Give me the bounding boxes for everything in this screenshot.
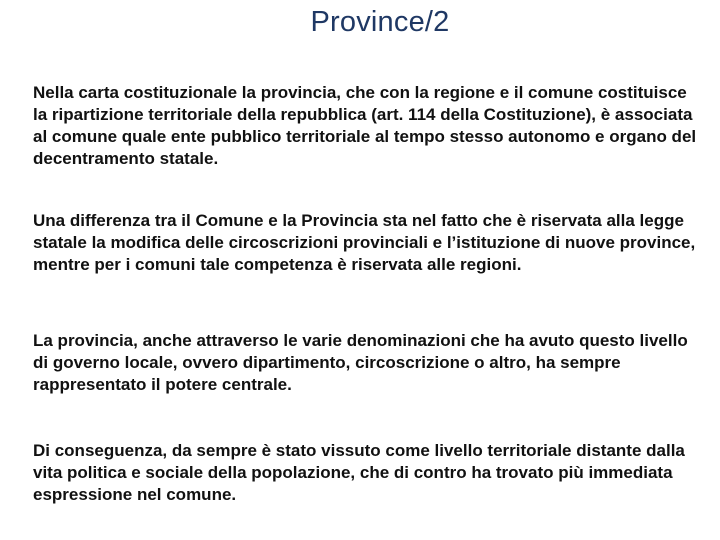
paragraph-2: Una differenza tra il Comune e la Provincia sta nel fatto che è riservata alla legge statale la modifica delle circoscrizioni provinciali e l’istituzione di nuove province, mentre per i comuni tale competenza è riservata alle regioni. bbox=[33, 211, 696, 274]
paragraph-3: La provincia, anche attraverso le varie denominazioni che ha avuto questo livello di governo locale, ovvero dipartimento, circoscrizione o altro, ha sempre rappresentato il potere centrale. bbox=[33, 331, 688, 394]
paragraph-4: Di conseguenza, da sempre è stato vissuto come livello territoriale distante dalla vita politica e sociale della popolazione, che di contro ha trovato più immediata espressione nel comune. bbox=[33, 441, 685, 504]
paragraph-1: Nella carta costituzionale la provincia, che con la regione e il comune costituisce la ripartizione territoriale della repubblica (art. 114 della Costituzione), è associata al comune quale ente pubblico territoriale al tempo stesso autonomo e organo del decentramento statale. bbox=[33, 83, 697, 168]
slide-title: Province/2 bbox=[310, 6, 450, 38]
